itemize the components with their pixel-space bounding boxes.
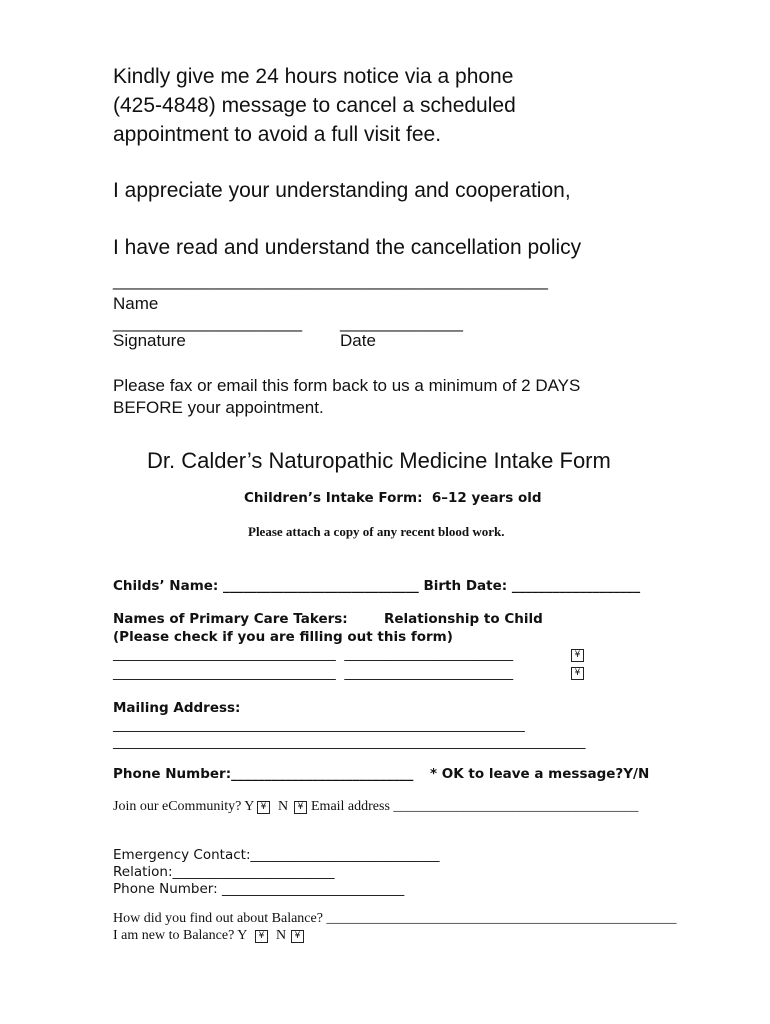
caretaker-row-2[interactable]: _________________________________ _________________________	[113, 665, 514, 681]
policy-line-2: (425-4848) message to cancel a scheduled	[113, 94, 516, 117]
name-field[interactable]: ______________________________________________	[113, 271, 548, 290]
form-title: Dr. Calder’s Naturopathic Medicine Intake Form	[147, 448, 611, 473]
phone-number-field[interactable]: Phone Number:___________________________	[113, 766, 414, 782]
appreciation-text: I appreciate your understanding and cooperation,	[113, 179, 571, 202]
fax-instruction-line-2: BEFORE your appointment.	[113, 398, 324, 417]
blood-work-note: Please attach a copy of any recent blood work.	[248, 524, 505, 539]
signature-label: Signature	[113, 331, 186, 350]
mailing-address-line-2[interactable]: ______________________________________________________________________	[113, 734, 586, 750]
relationship-label: Relationship to Child	[384, 611, 543, 627]
policy-acknowledgement: I have read and understand the cancellation policy	[113, 236, 582, 259]
caretakers-label: Names of Primary Care Takers:	[113, 611, 348, 627]
new-no-checkbox[interactable]: ¥	[291, 930, 304, 943]
ecommunity-label: Join our eCommunity? Y	[113, 799, 255, 814]
childs-name-birth-date-field[interactable]: Childs’ Name: _____________________________ Birth Date: ___________________	[113, 578, 641, 594]
email-address-field[interactable]: Email address ___________________________________	[311, 799, 639, 814]
name-label: Name	[113, 294, 159, 313]
caretaker-row-1[interactable]: _________________________________ _________________________	[113, 646, 514, 662]
form-subtitle: Children’s Intake Form: 6–12 years old	[244, 490, 542, 506]
signature-field[interactable]: ____________________	[113, 313, 303, 332]
date-label: Date	[340, 331, 376, 350]
emergency-phone-field[interactable]: Phone Number: ___________________________	[113, 881, 405, 897]
fax-instruction-line-1: Please fax or email this form back to us a minimum of 2 DAYS	[113, 376, 581, 395]
date-field[interactable]: _____________	[340, 313, 463, 332]
ecommunity-no-checkbox[interactable]: ¥	[294, 801, 307, 814]
policy-line-3: appointment to avoid a full visit fee.	[113, 123, 442, 146]
referral-source-field[interactable]: How did you find out about Balance? __________________________________________________	[113, 911, 677, 926]
emergency-contact-field[interactable]: Emergency Contact:____________________________	[113, 847, 440, 863]
new-to-balance-label: I am new to Balance? Y	[113, 928, 248, 943]
caretaker-1-checkbox[interactable]: ¥	[571, 649, 584, 662]
policy-line-1: Kindly give me 24 hours notice via a phone	[113, 65, 514, 88]
check-note: (Please check if you are filling out this form)	[113, 629, 453, 645]
ok-to-leave-message[interactable]: * OK to leave a message?Y/N	[430, 766, 650, 782]
mailing-address-label: Mailing Address:	[113, 700, 241, 716]
ecommunity-yes-checkbox[interactable]: ¥	[257, 801, 270, 814]
caretaker-2-checkbox[interactable]: ¥	[571, 667, 584, 680]
relation-field[interactable]: Relation:________________________	[113, 864, 335, 880]
mailing-address-line-1[interactable]: _____________________________________________________________	[113, 717, 525, 733]
new-no-label: N	[276, 928, 287, 943]
ecommunity-no-label: N	[278, 799, 289, 814]
new-yes-checkbox[interactable]: ¥	[255, 930, 268, 943]
